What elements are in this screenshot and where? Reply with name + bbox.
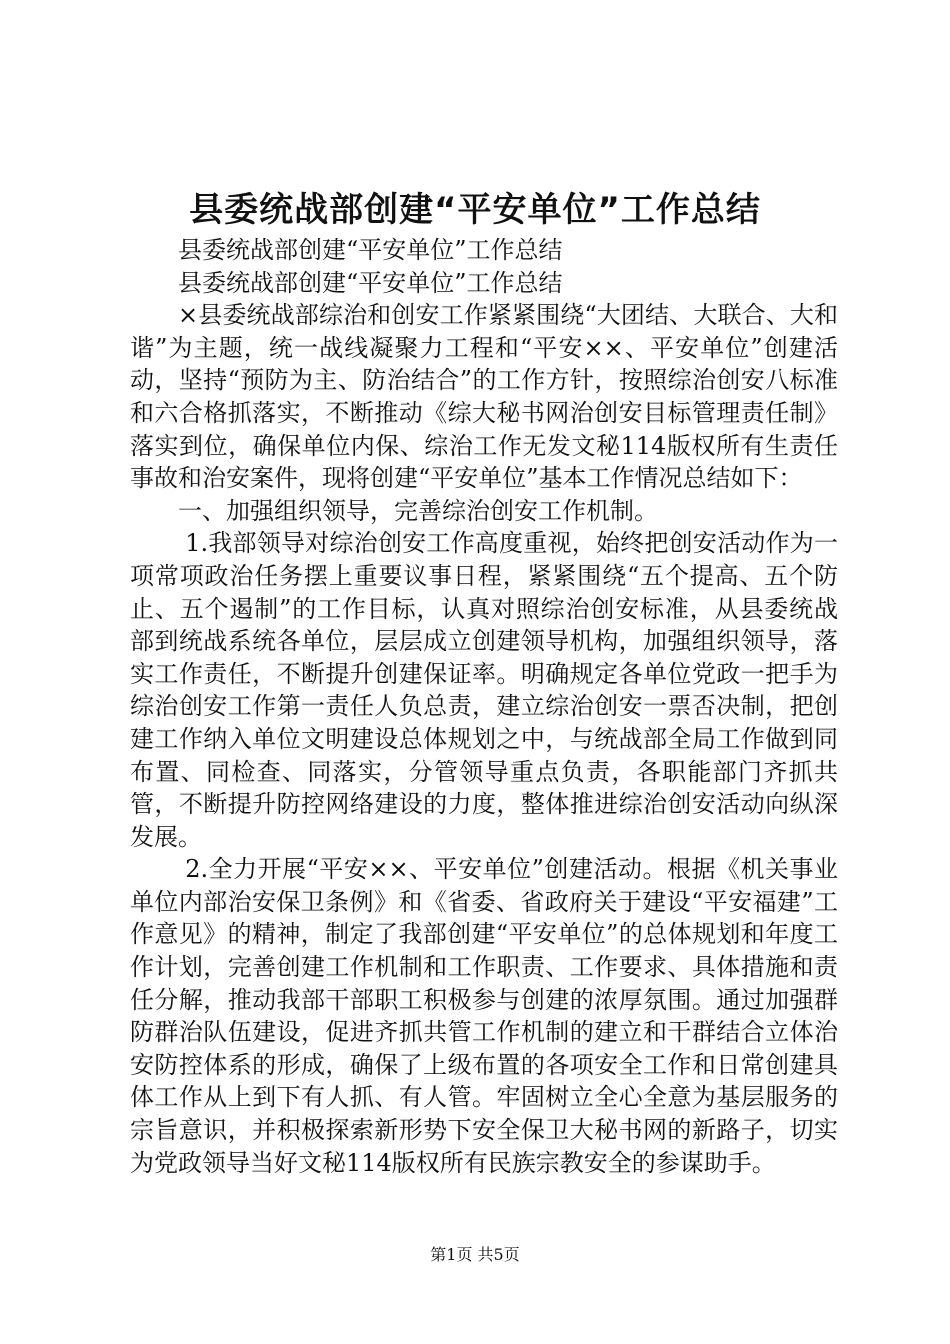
document-body [130, 234, 838, 1179]
section-heading: 一、加强组织领导，完善综治创安工作机制。 [178, 496, 658, 525]
intro-paragraph: ×县委统战部综治和创安工作紧紧围绕“大团结、大联合、大和谐”为主题，统一战线凝聚力工程和“平安××、平安单位”创建活动，坚持“预防为主、防治结合”的工作方针，按照综治创安八标准和六合格抓落实，不断推动《综大秘书网治创安目标管理责任制》落实到位，确保单位内保、综治工作无发文秘114版权所有生责任事故和治安案件，现将创建“平安单位”基本工作情况总结如下： [130, 301, 838, 493]
numbered-paragraph: 2.全力开展“平安××、平安单位”创建活动。根据《机关事业单位内部治安保卫条例》和《省委、省政府关于建设“平安福建”工作意见》的精神，制定了我部创建“平安单位”的总体规划和年度工作计划，完善创建工作机制和工作职责、工作要求、具体措施和责任分解，推动我部干部职工积极参与创建的浓厚氛围。通过加强群防群治队伍建设，促进齐抓共管工作机制的建立和干群结合立体治安防控体系的形成，确保了上级布置的各项安全工作和日常创建具体工作从上到下有人抓、有人管。牢固树立全心全意为基层服务的宗旨意识，并积极探索新形势下安全保卫大秘书网的新路子，切实为党政领导当好文秘114版权所有民族宗教安全的参谋助手。 [130, 855, 838, 1177]
page-number-footer: 第1页 共5页 [430, 1245, 520, 1264]
subtitle-line: 县委统战部创建“平安单位”工作总结 [178, 236, 563, 264]
subtitle-line: 县委统战部创建“平安单位”工作总结 [178, 268, 563, 297]
numbered-paragraph: 1.我部领导对综治创安工作高度重视，始终把创安活动作为一项常项政治任务摆上重要议事日程，紧紧围绕“五个提高、五个防止、五个遏制”的工作目标，认真对照综治创安标准，从县委统战部到统战系统各单位，层层成立创建领导机构，加强组织领导，落实工作责任，不断提升创建保证率。明确规定各单位党政一把手为综治创安工作第一责任人负总责，建立综治创安一票否决制，把创建工作纳入单位文明建设总体规划之中，与统战部全局工作做到同布置、同检查、同落实，分管领导重点负责，各职能部门齐抓共管，不断提升防控网络建设的力度，整体推进综治创安活动向纵深发展。 [130, 529, 838, 851]
document-title: 县委统战部创建“平安单位”工作总结 [189, 190, 761, 230]
